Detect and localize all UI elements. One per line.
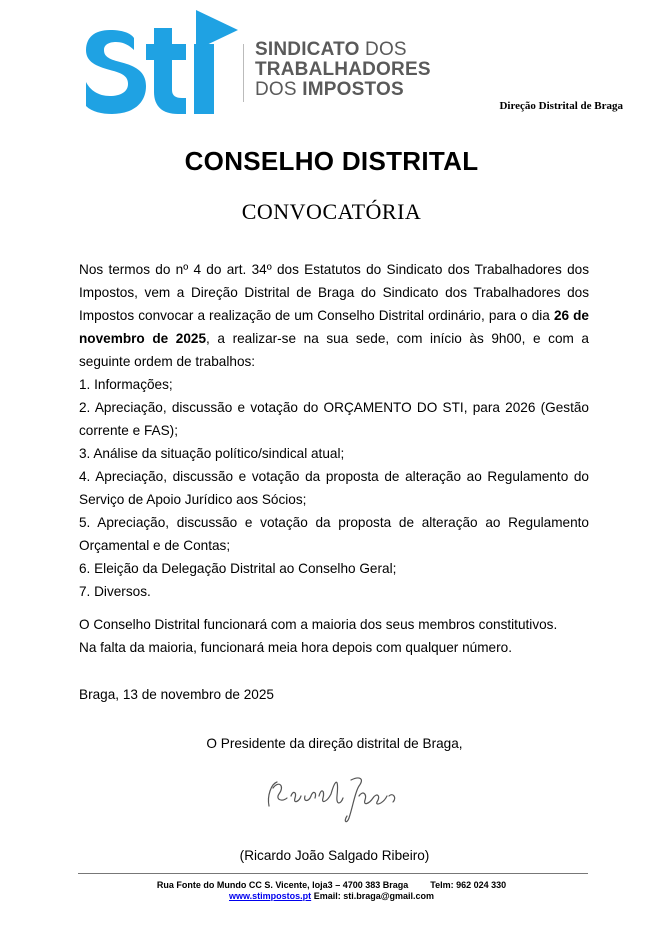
document-body [79, 258, 589, 659]
quorum-line-1: O Conselho Distrital funcionará com a maioria dos seus membros constitutivos. [79, 617, 558, 632]
footer-phone: Telm: 962 024 330 [430, 880, 507, 890]
footer [0, 880, 663, 902]
footer-divider [78, 873, 588, 874]
org-line3-a: DOS [255, 79, 303, 100]
website-link[interactable]: www.stimpostos.pt [229, 891, 312, 901]
agenda-item: 4. Apreciação, discussão e votação da proposta de alteração ao Regulamento do Serviço de Apoio Jurídico aos Sócios; [79, 469, 589, 507]
agenda-item: 7. Diversos. [79, 584, 151, 599]
president-line: O Presidente da direção distrital de Braga, [206, 736, 463, 751]
intro-paragraph [79, 258, 589, 373]
agenda-item: 3. Análise da situação político/sindical atual; [79, 446, 345, 461]
org-line1-rest: DOS [359, 39, 407, 60]
agenda-item: 2. Apreciação, discussão e votação do ORÇAMENTO DO STI, para 2026 (Gestão corrente e FAS); [79, 400, 589, 438]
sti-logo [82, 8, 242, 116]
footer-email: Email: sti.braga@gmail.com [313, 891, 434, 901]
org-line2: TRABALHADORES [255, 59, 431, 80]
footer-address: Rua Fonte do Mundo CC S. Vicente, loja3 – 4700 383 Braga [156, 880, 409, 890]
agenda-item: 6. Eleição da Delegação Distrital ao Conselho Geral; [79, 561, 397, 576]
intro-text-b: , a realizar-se na sua sede, com início às 9h00, e com a seguinte ordem de trabalhos: [79, 331, 589, 369]
intro-date: 26 de novembro de 2025 [79, 308, 589, 346]
document-title: CONSELHO DISTRITAL [184, 146, 479, 176]
signature [255, 766, 425, 830]
org-line1-bold: SINDICATO [255, 39, 360, 60]
org-name [255, 40, 431, 100]
president-name: (Ricardo João Salgado Ribeiro) [239, 848, 430, 863]
intro-text-a: Nos termos do nº 4 do art. 34º dos Estatutos do Sindicato dos Trabalhadores dos Impostos, vem a Direção Distrital de Braga do Sindicato dos Trabalhadores dos Impostos convocar a realização de um Conselho Distrital ordinário, para o dia [79, 262, 589, 323]
direcao-label: Direção Distrital de Braga [499, 100, 623, 112]
place-date: Braga, 13 de novembro de 2025 [79, 687, 274, 702]
agenda-item: 1. Informações; [79, 377, 173, 392]
logo-divider [243, 44, 244, 102]
org-line3-bold: IMPOSTOS [302, 79, 404, 100]
agenda-item: 5. Apreciação, discussão e votação da proposta de alteração ao Regulamento Orçamental e de Contas; [79, 515, 589, 553]
document-subtitle: CONVOCATÓRIA [241, 199, 422, 224]
quorum-line-2: Na falta da maioria, funcionará meia hora depois com qualquer número. [79, 640, 512, 655]
